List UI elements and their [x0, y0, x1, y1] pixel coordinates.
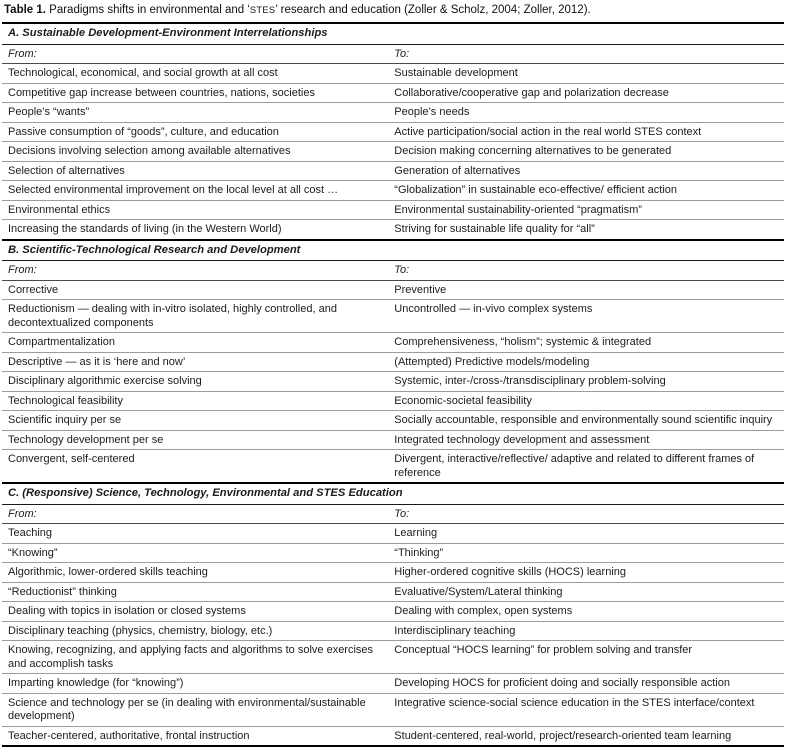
from-cell: Decisions involving selection among available alternatives: [2, 142, 388, 162]
to-cell: Comprehensiveness, “holism”; systemic & integrated: [388, 333, 784, 353]
from-cell: Selected environmental improvement on the local level at all cost …: [2, 181, 388, 201]
table-row: [2, 352, 784, 372]
from-cell: Compartmentalization: [2, 333, 388, 353]
to-cell: Active participation/social action in the real world STES context: [388, 122, 784, 142]
table-row: [2, 200, 784, 220]
to-cell: Evaluative/System/Lateral thinking: [388, 582, 784, 602]
from-cell: Corrective: [2, 280, 388, 300]
to-cell: Systemic, inter-/cross-/transdisciplinary problem-solving: [388, 372, 784, 392]
to-column-header: To:: [388, 44, 784, 64]
table-row: [2, 582, 784, 602]
table-body: [2, 23, 784, 746]
table-number: Table 1.: [4, 4, 46, 16]
table-row: [2, 563, 784, 583]
from-column-header: From:: [2, 44, 388, 64]
to-cell: Interdisciplinary teaching: [388, 621, 784, 641]
to-cell: Student-centered, real-world, project/research-oriented team learning: [388, 726, 784, 746]
from-cell: Passive consumption of “goods”, culture, and education: [2, 122, 388, 142]
to-column-header: To:: [388, 261, 784, 281]
table-row: [2, 181, 784, 201]
from-column-header: From:: [2, 504, 388, 524]
table-row: [2, 641, 784, 674]
table-row: [2, 450, 784, 484]
from-cell: Science and technology per se (in dealing with environmental/sustainable development): [2, 693, 388, 726]
from-cell: People’s “wants”: [2, 103, 388, 123]
table-row: [2, 674, 784, 694]
from-column-header: From:: [2, 261, 388, 281]
to-cell: Uncontrolled — in-vivo complex systems: [388, 300, 784, 333]
table-row: [2, 300, 784, 333]
table-row: [2, 333, 784, 353]
from-cell: Environmental ethics: [2, 200, 388, 220]
table-row: [2, 693, 784, 726]
from-cell: Teaching: [2, 524, 388, 544]
to-cell: “Globalization” in sustainable eco-effective/ efficient action: [388, 181, 784, 201]
section-header: B. Scientific-Technological Research and Development: [2, 240, 784, 261]
from-cell: Imparting knowledge (for “knowing”): [2, 674, 388, 694]
to-cell: Conceptual “HOCS learning” for problem solving and transfer: [388, 641, 784, 674]
to-cell: Learning: [388, 524, 784, 544]
table-row: [2, 161, 784, 181]
table-row: [2, 524, 784, 544]
table-row: [2, 543, 784, 563]
to-cell: “Thinking”: [388, 543, 784, 563]
to-cell: Collaborative/cooperative gap and polarization decrease: [388, 83, 784, 103]
to-cell: Generation of alternatives: [388, 161, 784, 181]
table-row: [2, 280, 784, 300]
from-cell: Knowing, recognizing, and applying facts and algorithms to solve exercises and accomplish tasks: [2, 641, 388, 674]
to-cell: Integrated technology development and assessment: [388, 430, 784, 450]
paradigm-shifts-table: [2, 22, 784, 747]
from-cell: Scientific inquiry per se: [2, 411, 388, 431]
from-cell: Algorithmic, lower-ordered skills teaching: [2, 563, 388, 583]
caption-text-pre: Paradigms shifts in environmental and ‘: [45, 4, 250, 16]
from-cell: Convergent, self-centered: [2, 450, 388, 484]
table-row: [2, 391, 784, 411]
from-cell: Increasing the standards of living (in the Western World): [2, 220, 388, 240]
from-cell: Teacher-centered, authoritative, frontal instruction: [2, 726, 388, 746]
from-cell: Technology development per se: [2, 430, 388, 450]
to-cell: Developing HOCS for proficient doing and socially responsible action: [388, 674, 784, 694]
from-cell: Disciplinary teaching (physics, chemistry, biology, etc.): [2, 621, 388, 641]
section-header: A. Sustainable Development-Environment Interrelationships: [2, 23, 784, 44]
from-cell: “Knowing”: [2, 543, 388, 563]
table-caption: [2, 3, 784, 22]
to-cell: Integrative science-social science education in the STES interface/context: [388, 693, 784, 726]
to-cell: Socially accountable, responsible and environmentally sound scientific inquiry: [388, 411, 784, 431]
caption-text-post: ’ research and education (Zoller & Scholz, 2004; Zoller, 2012).: [275, 4, 591, 16]
table-row: [2, 122, 784, 142]
table-row: [2, 83, 784, 103]
to-cell: Striving for sustainable life quality for “all”: [388, 220, 784, 240]
table-row: [2, 621, 784, 641]
from-cell: Technological, economical, and social growth at all cost: [2, 64, 388, 84]
table-row: [2, 411, 784, 431]
to-cell: Divergent, interactive/reflective/ adaptive and related to different frames of reference: [388, 450, 784, 484]
to-cell: Sustainable development: [388, 64, 784, 84]
from-cell: Reductionism — dealing with in-vitro isolated, highly controlled, and decontextualized components: [2, 300, 388, 333]
from-cell: “Reductionist” thinking: [2, 582, 388, 602]
to-cell: Decision making concerning alternatives to be generated: [388, 142, 784, 162]
table-row: [2, 142, 784, 162]
to-cell: Environmental sustainability-oriented “pragmatism”: [388, 200, 784, 220]
table-row: [2, 726, 784, 746]
table-row: [2, 602, 784, 622]
to-cell: (Attempted) Predictive models/modeling: [388, 352, 784, 372]
from-cell: Dealing with topics in isolation or closed systems: [2, 602, 388, 622]
table-row: [2, 64, 784, 84]
column-header-row: [2, 261, 784, 281]
section-header-row: [2, 240, 784, 261]
table-row: [2, 103, 784, 123]
to-cell: Economic-societal feasibility: [388, 391, 784, 411]
section-header-row: [2, 23, 784, 44]
column-header-row: [2, 504, 784, 524]
section-header-row: [2, 483, 784, 504]
to-cell: Higher-ordered cognitive skills (HOCS) learning: [388, 563, 784, 583]
from-cell: Competitive gap increase between countries, nations, societies: [2, 83, 388, 103]
table-row: [2, 372, 784, 392]
from-cell: Descriptive — as it is ‘here and now’: [2, 352, 388, 372]
table-row: [2, 220, 784, 240]
from-cell: Technological feasibility: [2, 391, 388, 411]
table-row: [2, 430, 784, 450]
to-cell: Preventive: [388, 280, 784, 300]
to-column-header: To:: [388, 504, 784, 524]
from-cell: Disciplinary algorithmic exercise solving: [2, 372, 388, 392]
from-cell: Selection of alternatives: [2, 161, 388, 181]
to-cell: Dealing with complex, open systems: [388, 602, 784, 622]
caption-smallcaps-stes: STES: [249, 5, 276, 15]
section-header: C. (Responsive) Science, Technology, Environmental and STES Education: [2, 483, 784, 504]
column-header-row: [2, 44, 784, 64]
to-cell: People’s needs: [388, 103, 784, 123]
